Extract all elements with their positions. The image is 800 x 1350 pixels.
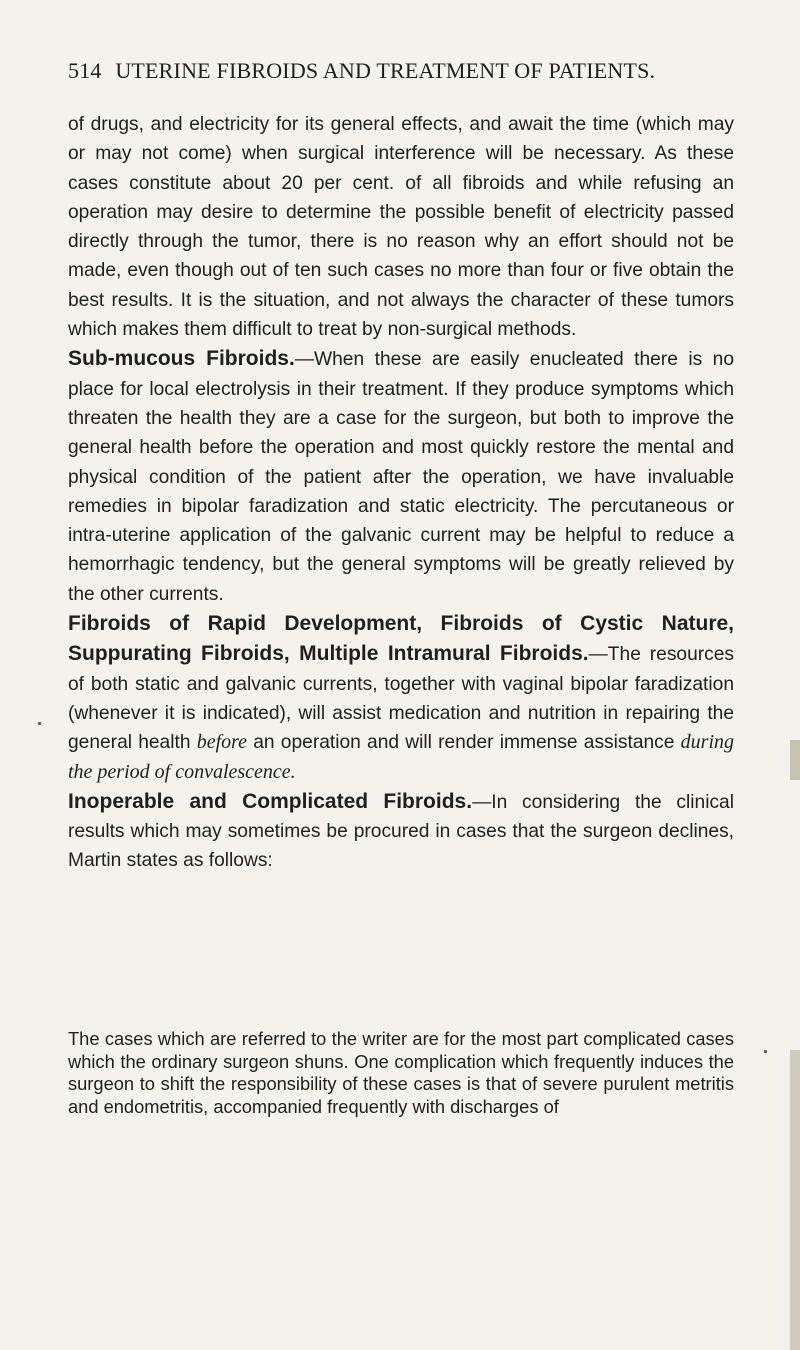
- section-heading-inoperable: Inoperable and Complicated Fibroids.: [68, 789, 473, 813]
- margin-speck: [764, 1050, 767, 1053]
- paragraph-inoperable-text: —In considering the clinical results which may sometimes be procured in cases that the surgeon declines, Martin states as follows:: [68, 791, 734, 872]
- paragraph-inoperable: [68, 787, 734, 876]
- emphasis-during-convalescence: during the period of convalescence.: [68, 731, 734, 783]
- paragraph-rapid-development: [68, 609, 734, 787]
- running-title: UTERINE FIBROIDS AND TREATMENT OF PATIENTS.: [115, 58, 656, 83]
- scan-edge-shadow: [790, 1050, 800, 1350]
- margin-speck: [38, 722, 41, 725]
- paragraph-rapid-development-text-a: —The resources of both static and galvanic currents, together with vaginal bipolar faradization (whenever it is indicated), will assist medication and nutrition in repairing the general health: [68, 644, 735, 754]
- paragraph-submucous-text: —When these are easily enucleated there is no place for local electrolysis in their treatment. If they produce symptoms which threaten the health they are a case for the surgeon, but both to improve the general health before the operation and most quickly restore the mental and physical condition of the patient after the operation, we have invaluable remedies in bipolar faradization and static electricity. The percutaneous or intra-uterine application of the galvanic current may be helpful to reduce a hemorrhagic tendency, but the general symptoms will be greatly relieved by the other currents.: [68, 349, 735, 605]
- scan-edge-mark: [790, 740, 800, 780]
- section-heading-submucous: Sub-mucous Fibroids.: [68, 347, 295, 371]
- paragraph-continuation: of drugs, and electricity for its general effects, and await the time (which may or may not come) when surgical interference will be necessary. As these cases constitute about 20 per cent. of all fibroids and while refusing an operation may desire to determine the possible benefit of electricity passed directly through the tumor, there is no reason why an effort should not be made, even though out of ten such cases no more than four or five obtain the best results. It is the situation, and not always the character of these tumors which makes them difficult to treat by non-surgical methods.: [68, 114, 734, 341]
- running-header: [68, 58, 708, 84]
- block-quote: The cases which are referred to the writer are for the most part complicated cases which the ordinary surgeon shuns. One complication which frequently induces the surgeon to shift the responsibility of these cases is that of severe purulent metritis and endometritis, accompanied frequently with discharges of: [68, 1028, 734, 1117]
- paragraph-submucous: [68, 344, 734, 609]
- page-number: 514: [68, 58, 102, 83]
- paragraph-rapid-development-text-b: an operation and will render immense assistance: [247, 732, 681, 754]
- main-text: [68, 110, 734, 876]
- emphasis-before: before: [196, 731, 248, 754]
- section-heading-rapid-development: Fibroids of Rapid Development, Fibroids of Cystic Nature, Suppurating Fibroids, Multiple Intramural Fibroids.: [68, 612, 734, 666]
